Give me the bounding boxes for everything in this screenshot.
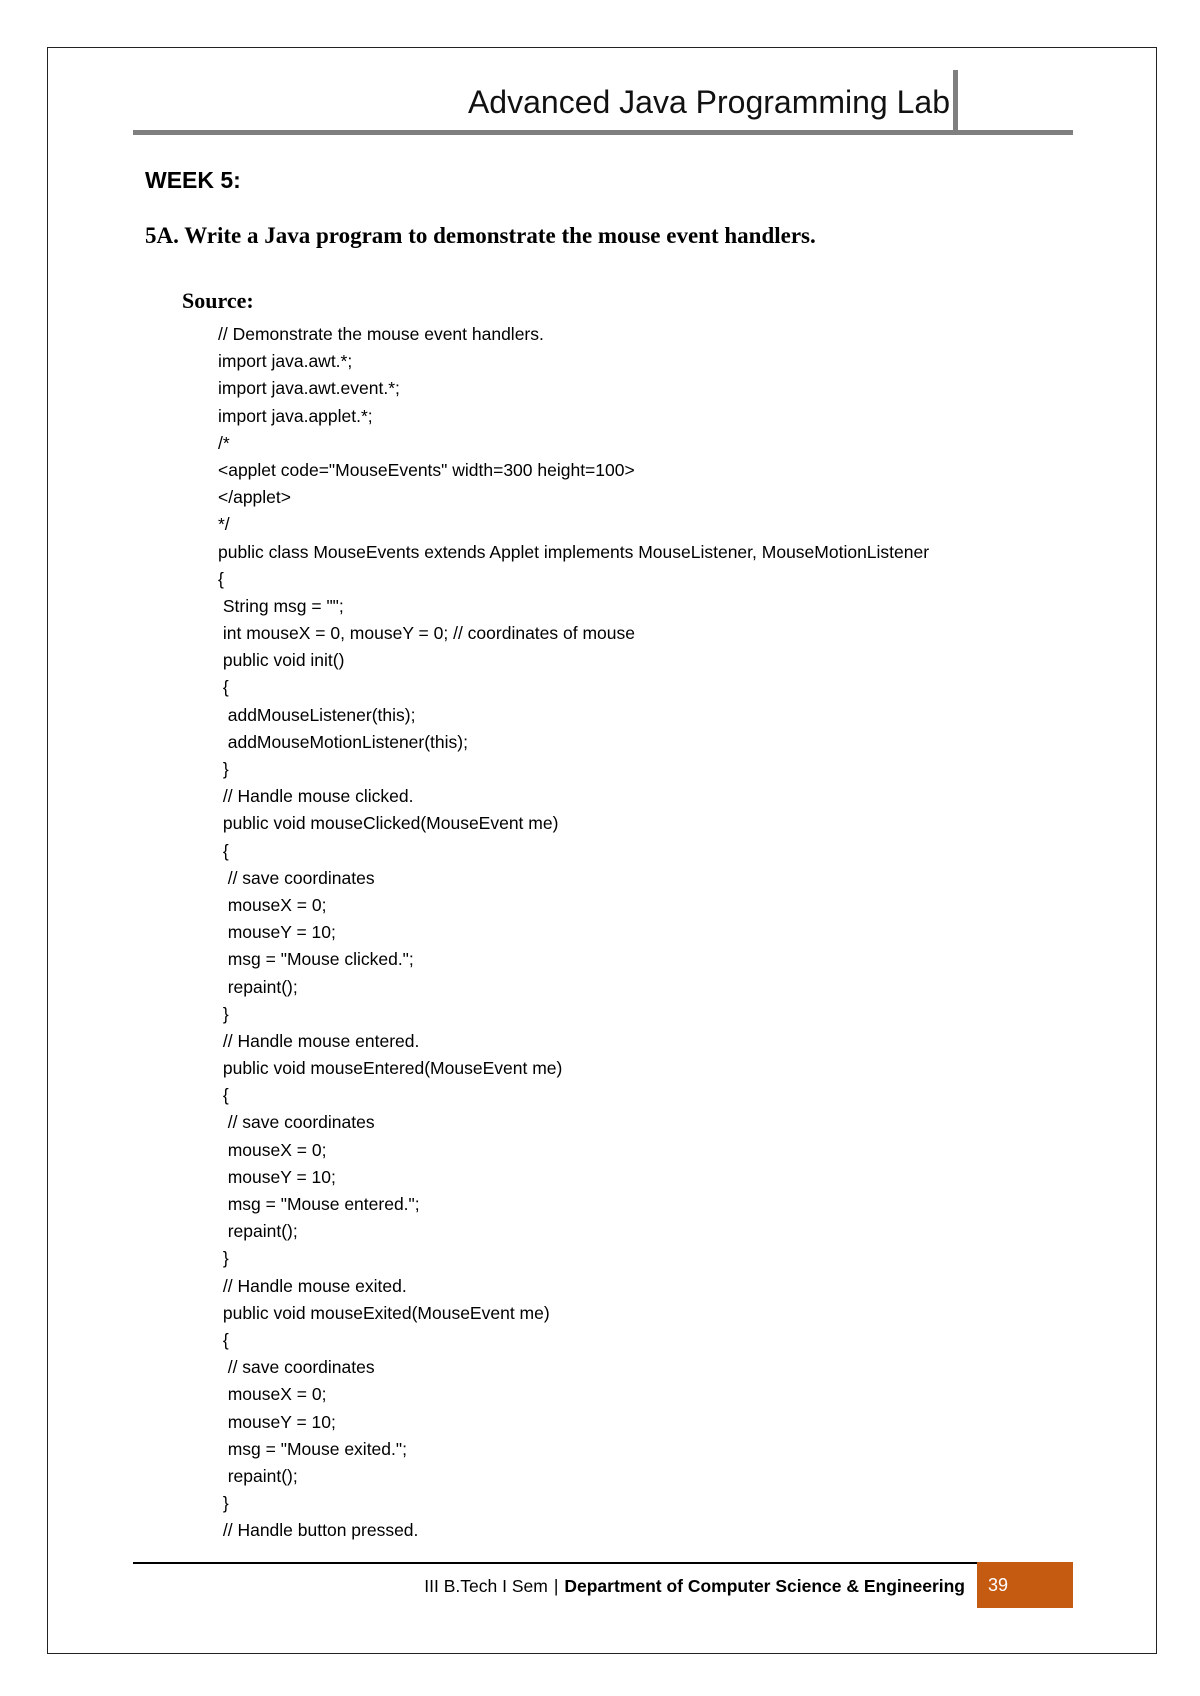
code-line: import java.awt.*; xyxy=(218,351,353,372)
code-block xyxy=(218,321,929,1544)
code-line: } xyxy=(218,1493,229,1514)
code-line: msg = "Mouse entered."; xyxy=(218,1194,420,1214)
code-line: // save coordinates xyxy=(218,1112,375,1133)
code-line: // Demonstrate the mouse event handlers. xyxy=(218,324,544,344)
code-line: import java.awt.event.*; xyxy=(218,378,400,399)
code-line: repaint(); xyxy=(218,1221,298,1242)
code-line: public void mouseEntered(MouseEvent me) xyxy=(218,1058,563,1079)
code-line: int mouseX = 0, mouseY = 0; // coordinates of mouse xyxy=(218,623,635,644)
week-heading: WEEK 5: xyxy=(145,167,241,193)
code-line: { xyxy=(218,1085,229,1106)
code-line: { xyxy=(218,1329,229,1350)
code-line: // Handle mouse exited. xyxy=(218,1275,407,1296)
code-line: } xyxy=(218,759,229,779)
code-line: repaint(); xyxy=(218,1465,298,1486)
code-line: // Handle button pressed. xyxy=(218,1520,419,1541)
code-line: // Handle mouse clicked. xyxy=(218,786,414,807)
question-text: 5A. Write a Java program to demonstrate the mouse event handlers. xyxy=(145,223,816,248)
code-line: addMouseMotionListener(this); xyxy=(218,731,468,752)
code-line: </applet> xyxy=(218,487,291,508)
footer-text xyxy=(424,1574,965,1598)
header-rule xyxy=(133,130,1073,135)
code-line: public void mouseClicked(MouseEvent me) xyxy=(218,813,559,834)
code-line: msg = "Mouse clicked."; xyxy=(218,949,414,970)
code-line: { xyxy=(218,568,224,589)
code-line: public void mouseExited(MouseEvent me) xyxy=(218,1302,550,1323)
code-line: } xyxy=(218,1003,229,1024)
code-line: repaint(); xyxy=(218,976,298,997)
code-line: */ xyxy=(218,514,230,535)
code-line: public class MouseEvents extends Applet implements MouseListener, MouseMotionListener xyxy=(218,541,930,562)
footer-department: Department of Computer Science & Engineering xyxy=(564,1576,965,1596)
code-line: public void init() xyxy=(218,650,345,671)
code-line: addMouseListener(this); xyxy=(218,704,416,725)
code-line: import java.applet.*; xyxy=(218,405,373,426)
code-line: mouseY = 10; xyxy=(218,1166,336,1187)
code-line: { xyxy=(218,840,229,861)
code-line: msg = "Mouse exited."; xyxy=(218,1438,407,1459)
code-line: // save coordinates xyxy=(218,867,375,888)
code-line: mouseX = 0; xyxy=(218,894,327,915)
code-line: mouseY = 10; xyxy=(218,1411,336,1432)
footer-separator: | xyxy=(553,1576,559,1596)
code-line: // Handle mouse entered. xyxy=(218,1030,420,1051)
code-line: /* xyxy=(218,432,230,453)
header-title: Advanced Java Programming Lab xyxy=(467,84,950,120)
page-number-badge: 39 xyxy=(977,1562,1073,1608)
code-line: mouseX = 0; xyxy=(218,1384,327,1405)
code-line: mouseY = 10; xyxy=(218,922,336,943)
code-line: { xyxy=(218,677,229,698)
code-line: <applet code="MouseEvents" width=300 height=100> xyxy=(218,459,635,480)
code-line: mouseX = 0; xyxy=(218,1139,327,1160)
footer-semester: III B.Tech I Sem xyxy=(424,1576,548,1596)
source-label: Source: xyxy=(182,288,254,313)
code-line: // save coordinates xyxy=(218,1357,375,1378)
header-divider xyxy=(953,70,958,134)
code-line: String msg = ""; xyxy=(218,595,344,616)
code-line: } xyxy=(218,1248,229,1269)
footer-rule xyxy=(133,1562,977,1564)
